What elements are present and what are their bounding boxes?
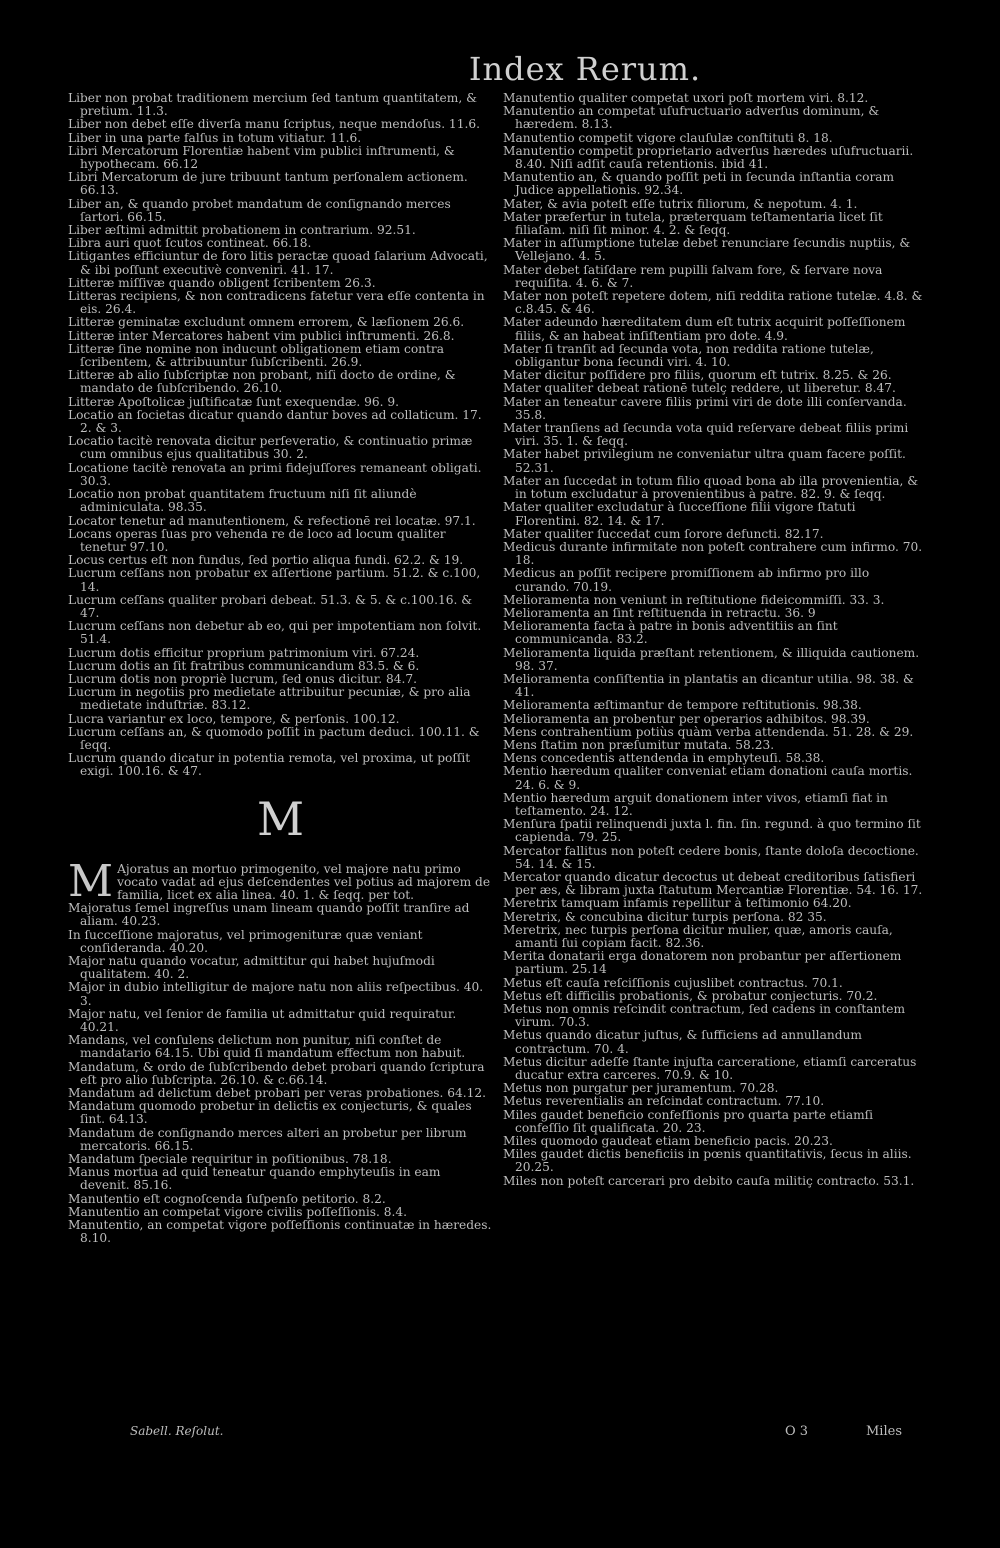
dropcap-entry-text: Ajoratus an mortuo primogenito, vel majore natu primo vocato vadat ad ejus deſcendentes vel potius ad majorem de familia, licet ex alia linea. 40. 1. & ſeqq. per tot. xyxy=(117,861,491,902)
index-entry: Mater debet ſatiſdare rem pupilli ſalvam fore, & ſervare nova requiſita. 4. 6. & 7. xyxy=(503,262,883,290)
index-entry: Libri Mercatorum de jure tribuunt tantum perſonalem actionem. 66.13. xyxy=(68,170,468,198)
section-letter: M xyxy=(256,791,305,846)
left-entries-list xyxy=(68,92,493,779)
right-column xyxy=(503,92,923,1188)
index-entry: Liber in una parte falſus in totum vitiatur. 11.6. xyxy=(68,130,362,145)
index-entry: Medicus an poſſit recipere promiſſionem ab infirmo pro illo curando. 70.19. xyxy=(503,566,870,594)
index-entry: Majoratus ſemel ingreſſus unam lineam quando poſſit tranſire ad aliam. 40.23. xyxy=(68,901,470,929)
index-entry: Mentio hæredum qualiter conveniat etiam donationi cauſa mortis. 24. 6. & 9. xyxy=(503,764,913,792)
index-entry: Litteras recipiens, & non contradicens fatetur vera eſſe contenta in eis. 26.4. xyxy=(68,289,485,317)
index-entry: Manutentio competit vigore clauſulæ conſtituti 8. 18. xyxy=(503,130,833,145)
index-entry: Mentio hæredum arguit donationem inter vivos, etiamſi fiat in teſtamento. 24. 12. xyxy=(503,790,888,818)
index-entry: Manutentio eſt cognoſcenda ſuſpenſo petitorio. 8.2. xyxy=(68,1191,386,1206)
index-entry: Mater qualiter debeat rationē tutelç reddere, ut liberetur. 8.47. xyxy=(503,381,896,396)
index-entry: Locans operas ſuas pro vehenda re de loco ad locum qualiter tenetur 97.10. xyxy=(68,526,446,554)
index-entry: Mandatum ſpeciale requiritur in poſitionibus. 78.18. xyxy=(68,1152,392,1167)
index-entry: Mercator quando dicatur decoctus ut debeat creditoribus ſatisfieri per æs, & libram juxta ſtatutum Mercantiæ Florentiæ. 54. 16. 17. xyxy=(503,869,923,898)
index-entry: Medicus durante infirmitate non poteſt contrahere cum infirmo. 70. 18. xyxy=(503,539,923,568)
dropcap-entry xyxy=(68,855,493,907)
index-entry: Mandatum quomodo probetur in delictis ex conjecturis, & quales ſint. 64.13. xyxy=(68,1099,472,1127)
index-entry: Meretrix tamquam infamis repellitur à teſtimonio 64.20. xyxy=(503,896,852,911)
index-entry: Mater dicitur poſſidere pro filiis, quorum eſt tutrix. 8.25. & 26. xyxy=(503,368,892,383)
index-entry: Merita donatarii erga donatorem non probantur per aſſertionem partium. 25.14 xyxy=(503,949,902,977)
index-entry: Mater habet privilegium ne conveniatur ultra quam facere poſſit. 52.31. xyxy=(503,447,906,475)
index-entry: Litteræ geminatæ excludunt omnem errorem, & læſionem 26.6. xyxy=(68,315,465,330)
index-entry: Libri Mercatorum Florentiæ habent vim publici inſtrumenti, & hypothecam. 66.12 xyxy=(68,143,455,172)
index-entry: Metus eſt cauſa reſciſſionis cujuslibet contractus. 70.1. xyxy=(503,975,843,990)
index-entry: Locatio an ſocietas dicatur quando dantur boves ad collaticum. 17. 2. & 3. xyxy=(68,407,482,436)
left-column xyxy=(68,92,493,1245)
index-entry: Liber non debet eſſe diverſa manu ſcriptus, neque mendoſus. 11.6. xyxy=(68,117,480,132)
index-entry: Mater adeundo hæreditatem dum eſt tutrix acquirit poſſeſſionem filiis, & an habeat inſiſtentiam pro dote. 4.9. xyxy=(503,315,906,343)
index-entry: Manutentio an competat uſufructuario adverſus dominum, & hæredem. 8.13. xyxy=(503,104,880,132)
index-entry: Melioramenta non veniunt in reſtitutione fideicommiſſi. 33. 3. xyxy=(503,592,885,607)
index-entry: Manutentio an competat vigore civilis poſſeſſionis. 8.4. xyxy=(68,1204,407,1219)
index-entry: Mater an ſuccedat in totum filio quoad bona ab illa provenientia, & in totum excludatur à provenientibus à patre. 82. 9. & ſeqq. xyxy=(503,473,919,502)
index-entry: Lucrum ceſſans qualiter probari debeat. 51.3. & 5. & c.100.16. & 47. xyxy=(68,592,473,620)
index-entry: Litteræ inter Mercatores habent vim publici inſtrumenti. 26.8. xyxy=(68,328,455,343)
index-entry: Litteræ Apoſtolicæ juſtificatæ ſunt exequendæ. 96. 9. xyxy=(68,394,400,409)
index-entry: Lucrum dotis an ſit fratribus communicandum 83.5. & 6. xyxy=(68,658,420,673)
index-entry: Manutentio an, & quando poſſit peti in ſecunda inſtantia coram Judice appellationis. 92.34. xyxy=(503,170,895,198)
index-entry: Melioramenta liquida præſtant retentionem, & illiquida cautionem. 98. 37. xyxy=(503,645,920,673)
index-entry: Menſura ſpatii relinquendi juxta l. fin. ſin. regund. à quo termino ſit capienda. 79. 25. xyxy=(503,817,921,845)
page-title-text: Index Rerum. xyxy=(468,50,702,88)
gathering-signature-mark: O 3 xyxy=(785,1424,809,1439)
index-entry: Mandans, vel conſulens delictum non punitur, niſi conſtet de mandatario 64.15. Ubi quid ſi mandatum effectum non habuit. xyxy=(68,1033,466,1061)
index-entry: Mercator fallitus non poteſt cedere bonis, ſtante doloſa decoctione. 54. 14. & 15. xyxy=(503,843,919,871)
index-entry: Miles gaudet dictis beneficiis in pœnis quantitativis, ſecus in aliis. 20.25. xyxy=(503,1147,912,1175)
index-entry: Mater qualiter excludatur à ſucceſſione filii vigore ſtatuti Florentini. 82. 14. & 17. xyxy=(503,500,856,528)
index-entry: Lucrum in negotiis pro medietate attribuitur pecuniæ, & pro alia medietate induſtriæ. 83.12. xyxy=(68,685,471,713)
index-entry: Metus non omnis reſcindit contractum, ſed cadens in conſtantem virum. 70.3. xyxy=(503,1002,906,1030)
index-entry: Mater an teneatur cavere filiis primi viri de dote illi conſervanda. 35.8. xyxy=(503,394,907,422)
index-entry: Meretrix, & concubina dicitur turpis perſona. 82 35. xyxy=(503,909,827,924)
index-entry: Metus quando dicatur juſtus, & ſufficiens ad annullandum contractum. 70. 4. xyxy=(503,1028,862,1056)
index-entry: Lucra variantur ex loco, tempore, & perſonis. 100.12. xyxy=(68,711,400,726)
m-entries-list xyxy=(68,902,493,1245)
index-entry: Mens ſtatim non præſumitur mutata. 58.23. xyxy=(503,737,775,752)
index-entry: Locus certus eſt non fundus, ſed portio aliqua fundi. 62.2. & 19. xyxy=(68,553,464,568)
index-entry: Melioramenta facta à patre in bonis adventitiis an ſint communicanda. 83.2. xyxy=(503,619,838,647)
index-entry: Metus dicitur adeſſe ſtante injuſta carceratione, etiamſi carceratus ducatur extra carceres. 70.9. & 10. xyxy=(503,1054,917,1083)
index-entry: Major natu quando vocatur, admittitur qui habet hujuſmodi qualitatem. 40. 2. xyxy=(68,953,435,982)
index-entry: Locator tenetur ad manutentionem, & refectionē rei locatæ. 97.1. xyxy=(68,513,476,528)
index-entry: Mandatum, & ordo de ſubſcribendo debet probari quando ſcriptura eſt pro alio ſubſcripta. 26.10. & c.66.14. xyxy=(68,1059,485,1087)
index-entry: Melioramenta an ſint reſtituenda in retractu. 36. 9 xyxy=(503,605,816,620)
index-entry: Mater tranſiens ad ſecunda vota quid reſervare debeat filiis primi viri. 35. 1. & ſeqq. xyxy=(503,421,909,449)
index-entry: Litteræ ſine nomine non inducunt obligationem etiam contra ſcribentem, & attribuuntur ſubſcribenti. 26.9. xyxy=(68,341,445,370)
index-entry: Manutentio, an competat vigore poſſeſſionis continuatæ in hæredes. 8.10. xyxy=(68,1218,492,1246)
index-entry: Melioramenta æſtimantur de tempore reſtitutionis. 98.38. xyxy=(503,698,862,713)
index-entry: Litteræ miſſivæ quando obligent ſcribentem 26.3. xyxy=(68,275,376,290)
index-entry: Major natu, vel ſenior de familia ut admittatur quid requiratur. 40.21. xyxy=(68,1006,457,1034)
index-entry: Mater præfertur in tutela, præterquam teſtamentaria licet ſit filiaſam. niſi ſit minor. 4. 2. & ſeqq. xyxy=(503,209,883,238)
index-entry: Mens contrahentium potiùs quàm verba attendenda. 51. 28. & 29. xyxy=(503,724,914,739)
index-entry: Lucrum ceſſans non debetur ab eo, qui per impotentiam non ſolvit. 51.4. xyxy=(68,619,482,647)
index-entry: Mater in aſſumptione tutelæ debet renunciare ſecundis nuptiis, & Vellejano. 4. 5. xyxy=(503,236,911,264)
index-entry: Lucrum dotis efficitur proprium patrimonium viri. 67.24. xyxy=(68,645,420,660)
index-entry: Melioramenta conſiſtentia in plantatis an dicantur utilia. 98. 38. & 41. xyxy=(503,671,914,700)
index-entry: Metus eſt difficilis probationis, & probatur conjecturis. 70.2. xyxy=(503,988,878,1003)
index-entry: Manus mortua ad quid teneatur quando emphyteuſis in eam devenit. 85.16. xyxy=(68,1165,441,1193)
index-entry: Locatione tacitè renovata an primi fidejuſſores remaneant obligati. 30.3. xyxy=(68,460,482,488)
index-entry: Litteræ ab alio ſubſcriptæ non probant, niſi docto de ordine, & mandato de ſubſcribendo. 26.10. xyxy=(68,368,456,396)
index-entry: Mandatum de conſignando merces alteri an probetur per librum mercatoris. 66.15. xyxy=(68,1125,467,1153)
index-entry: Mater non poteſt repetere dotem, niſi reddita ratione tutelæ. 4.8. & c.8.45. & 46. xyxy=(503,289,923,317)
index-entry: Mater ſi tranſit ad ſecunda vota, non reddita ratione tutelæ, obligantur bona ſecundi viri. 4. 10. xyxy=(503,341,874,370)
index-entry: Manutentio competit proprietario adverſus hæredes uſufructuarii. 8.40. Niſi adſit cauſa retentionis. ibid 41. xyxy=(503,143,914,172)
index-entry: Litigantes efficiuntur de foro litis peractæ quoad ſalarium Advocati, & ibi poſſunt executivè conveniri. 41. 17. xyxy=(68,249,488,277)
index-entry: Liber æſtimi admittit probationem in contrarium. 92.51. xyxy=(68,223,416,238)
printer-signature: Sabell. Reſolut. xyxy=(130,1424,224,1438)
index-entry: Meretrix, nec turpis perſona dicitur mulier, quæ, amoris cauſa, amanti ſui copiam facit. 82.36. xyxy=(503,922,893,950)
index-entry: Liber non probat traditionem mercium ſed tantum quantitatem, & pretium. 11.3. xyxy=(68,91,477,119)
index-entry: Mater qualiter ſuccedat cum ſorore defuncti. 82.17. xyxy=(503,526,824,541)
index-entry: Lucrum quando dicatur in potentia remota, vel proxima, ut poſſit exigi. 100.16. & 47. xyxy=(68,751,471,779)
page-title xyxy=(0,50,1000,88)
index-entry: In ſucceſſione majoratus, vel primogenituræ quæ veniant conſideranda. 40.20. xyxy=(68,927,423,955)
index-entry: Miles non poteſt carcerari pro debito cauſa militiç contracto. 53.1. xyxy=(503,1173,915,1188)
index-entry: Mater, & avia poteſt eſſe tutrix filiorum, & nepotum. 4. 1. xyxy=(503,196,858,211)
index-entry: Mandatum ad delictum debet probari per veras probationes. 64.12. xyxy=(68,1086,487,1101)
index-entry: Locatio tacitè renovata dicitur perſeveratio, & continuatio primæ cum omnibus ejus qualitatibus 30. 2. xyxy=(68,434,473,462)
index-entry: Lucrum ceſſans an, & quomodo poſſit in pactum deduci. 100.11. & ſeqq. xyxy=(68,724,480,752)
index-entry: Mens concedentis attendenda in emphyteuſi. 58.38. xyxy=(503,751,825,766)
index-entry: Lucrum dotis non propriè lucrum, ſed onus dicitur. 84.7. xyxy=(68,671,417,686)
index-entry: Metus reverentialis an reſcindat contractum. 77.10. xyxy=(503,1094,825,1109)
index-entry: Liber an, & quando probet mandatum de conſignando merces ſartori. 66.15. xyxy=(68,196,451,224)
index-entry: Miles quomodo gaudeat etiam beneficio pacis. 20.23. xyxy=(503,1134,833,1149)
index-entry: Libra auri quot ſcutos contineat. 66.18. xyxy=(68,236,312,251)
index-entry: Metus non purgatur per juramentum. 70.28. xyxy=(503,1081,779,1096)
dropcap-letter: M xyxy=(68,855,114,907)
right-entries-list xyxy=(503,92,923,1188)
index-entry: Lucrum ceſſans non probatur ex aſſertione partium. 51.2. & c.100, 14. xyxy=(68,566,481,594)
index-entry: Locatio non probat quantitatem fructuum niſi ſit aliundè adminiculata. 98.35. xyxy=(68,487,417,515)
index-entry: Major in dubio intelligitur de majore natu non aliis reſpectibus. 40. 3. xyxy=(68,980,484,1008)
index-entry: Melioramenta an probentur per operarios adhibitos. 98.39. xyxy=(503,711,870,726)
index-entry: Manutentio qualiter competat uxori poſt mortem viri. 8.12. xyxy=(503,91,869,105)
index-entry: Miles gaudet beneficio confeſſionis pro quarta parte etiamſi confeſſio ſit qualificata. 20. 23. xyxy=(503,1107,874,1135)
catchword: Miles xyxy=(866,1424,902,1439)
